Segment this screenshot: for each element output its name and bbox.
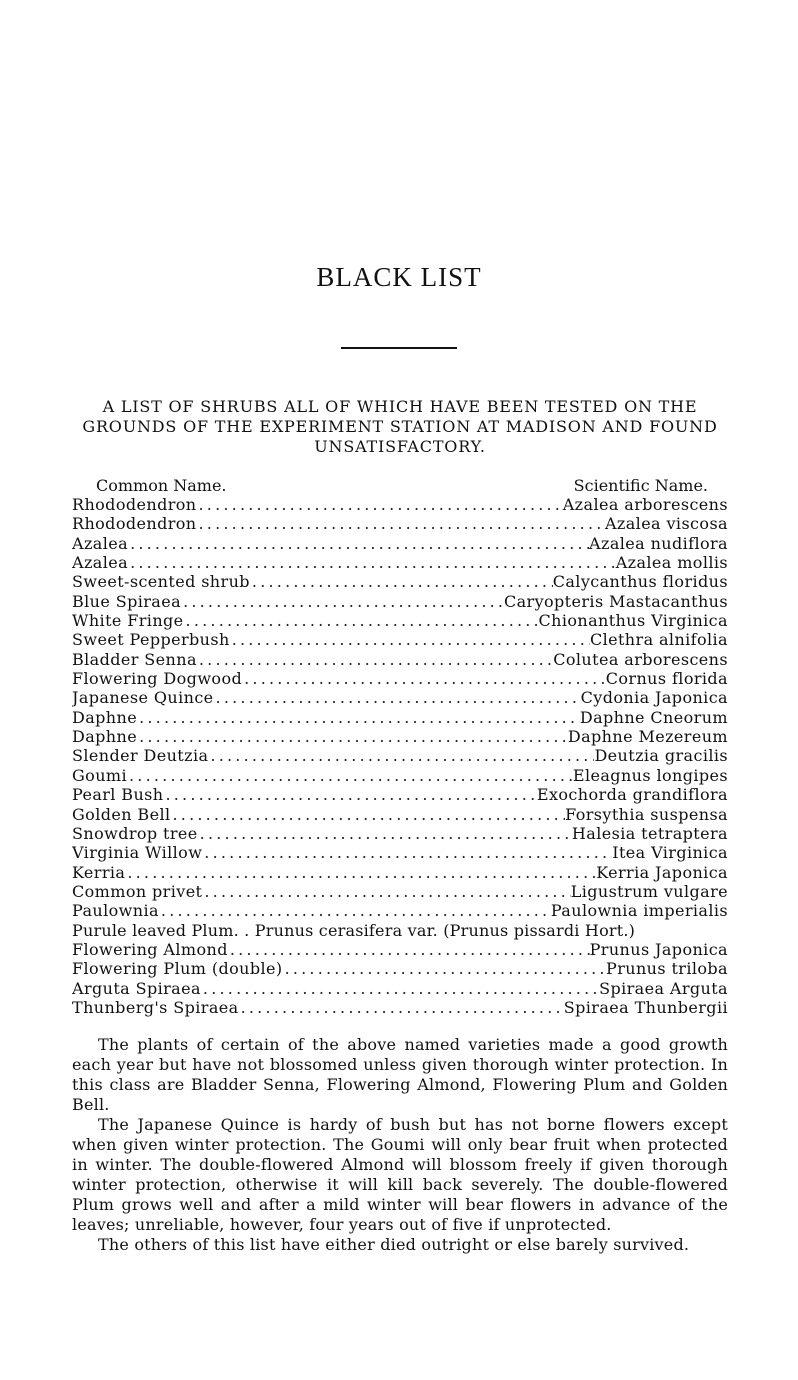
leader-dots [198,824,572,843]
list-item [72,824,728,843]
list-item [72,863,728,882]
list-item [72,592,728,611]
list-item [72,959,728,978]
leader-dots [250,572,553,591]
scientific-name: Caryopteris Mastacanthus [503,591,728,611]
common-name: Bladder Senna [72,649,197,669]
scientific-name: Chionanthus Virginica [538,611,728,631]
common-name: Virginia Willow [72,843,203,863]
leader-dots [283,959,606,978]
leader-dots [184,611,539,630]
common-name: Common privet [72,881,203,901]
leader-dots [202,843,612,862]
list-item [72,979,728,998]
list-item [72,495,728,514]
scientific-name: Prunus Japonica [589,939,728,959]
common-name: Rhododendron [72,495,197,514]
common-name: Snowdrop tree [72,823,198,843]
leader-dots [239,998,564,1017]
list-item [72,901,728,920]
list-item [72,650,728,669]
common-name: Flowering Plum (double) [72,959,283,979]
common-name: Pearl Bush [72,785,164,805]
scientific-name: Calycanthus floridus [552,572,728,592]
scientific-name: Daphne Mezereum [567,727,728,747]
scientific-name: Eleagnus longipes [572,765,728,785]
leader-dots [197,514,605,533]
list-item [72,940,728,959]
scientific-name-header: Scientific Name. [573,476,708,495]
leader-dots [228,940,590,959]
scientific-name: Itea Virginica [612,843,728,863]
common-name: Japanese Quince [72,688,214,708]
leader-dots [201,979,599,998]
scientific-name: Cydonia Japonica [580,688,728,708]
scientific-name: Spiraea Arguta [599,978,728,998]
list-item [72,785,728,804]
common-name: Azalea [72,553,129,573]
common-name: Flowering Dogwood [72,669,243,689]
title-divider [341,347,457,349]
scientific-name: Clethra alnifolia [589,630,728,650]
leader-dots [181,592,504,611]
list-heading: A LIST OF SHRUBS ALL OF WHICH HAVE BEEN TESTED ON THE GROUNDS OF THE EXPERIMENT STATION AT MADISON AND FOUND UNSATISFACTORY. [82,397,718,456]
scientific-name: Forsythia suspensa [565,804,728,824]
list-item [72,921,728,940]
common-name: Arguta Spiraea [72,978,201,998]
leader-dots [137,727,568,746]
common-name: Rhododendron [72,514,197,534]
leader-dots [128,553,616,572]
scientific-name: Cornus florida [605,669,728,689]
scientific-name: Ligustrum vulgare [570,881,728,901]
list-item [72,553,728,572]
leader-dots [163,785,536,804]
leader-dots [171,805,566,824]
scientific-name: Prunus triloba [606,959,728,979]
common-name: Flowering Almond [72,939,228,959]
list-item [72,882,728,901]
scientific-name: Azalea nudiflora [589,533,728,553]
notes-section [72,1035,728,1255]
list-item [72,805,728,824]
list-item [72,727,728,746]
list-item [72,746,728,765]
list-item [72,766,728,785]
page-title: BLACK LIST [316,262,482,292]
common-name: Thunberg's Spiraea [72,997,239,1017]
leader-dots [197,495,563,514]
list-item [72,572,728,591]
scientific-name: Deutzia gracilis [594,746,728,766]
leader-dots [137,708,580,727]
leader-dots [242,669,606,688]
list-item [72,669,728,688]
list-item [72,688,728,707]
scientific-name: Spiraea Thunbergii [563,997,728,1017]
list-item [72,611,728,630]
common-name: Daphne [72,727,138,747]
common-name: Blue Spiraea [72,591,182,611]
scientific-name: Colutea arborescens [553,649,728,669]
leader-dots [208,746,594,765]
scientific-name: Azalea mollis [615,553,728,573]
common-name: Paulownia [72,901,159,921]
common-name: Purule leaved Plum. . Prunus cerasifera var. (Prunus pissardi Hort.) [72,920,636,940]
notes-paragraph: The Japanese Quince is hardy of bush but has not borne flowers except when given winter protection. The Goumi will only bear fruit when protected in winter. The double-flowered Almond will blossom freely if given thorough winter protection, otherwise it will kill back severely. The double-flowered Plum grows well and after a mild winter will bear flowers in advance of the leaves; unreliable, however, four years out of five if unprotected. [72,1115,728,1234]
leader-dots [202,882,570,901]
leader-dots [159,901,551,920]
common-name: Kerria [72,862,126,882]
scientific-name: Kerria Japonica [596,862,728,882]
common-name: Daphne [72,707,138,727]
scientific-name: Azalea arborescens [562,495,728,514]
list-item [72,534,728,553]
common-name: Goumi [72,765,128,785]
common-name: White Fringe [72,611,184,631]
shrub-list [72,495,728,1017]
common-name: Golden Bell [72,804,171,824]
scientific-name: Daphne Cneorum [579,707,728,727]
list-item [72,514,728,533]
common-name: Sweet-scented shrub [72,572,250,592]
list-item [72,630,728,649]
common-name-header: Common Name. [96,476,227,495]
scientific-name: Halesia tetraptera [571,823,728,843]
scientific-name: Azalea viscosa [604,514,728,534]
leader-dots [125,863,596,882]
list-item [72,998,728,1017]
leader-dots [214,688,581,707]
common-name: Azalea [72,533,129,553]
list-item [72,843,728,862]
common-name: Slender Deutzia [72,746,209,766]
leader-dots [127,766,573,785]
scientific-name: Paulownia imperialis [550,901,728,921]
notes-paragraph: The plants of certain of the above named varieties made a good growth each year but have not blossomed unless given thorough winter protection. In this class are Bladder Senna, Flowering Almond, Flowering Plum and Golden Bell. [72,1035,728,1114]
leader-dots [128,534,589,553]
scientific-name: Exochorda grandiflora [536,785,728,805]
notes-paragraph: The others of this list have either died outright or else barely survived. [98,1235,690,1254]
common-name: Sweet Pepperbush [72,630,230,650]
leader-dots [197,650,553,669]
leader-dots [230,630,590,649]
list-item [72,708,728,727]
